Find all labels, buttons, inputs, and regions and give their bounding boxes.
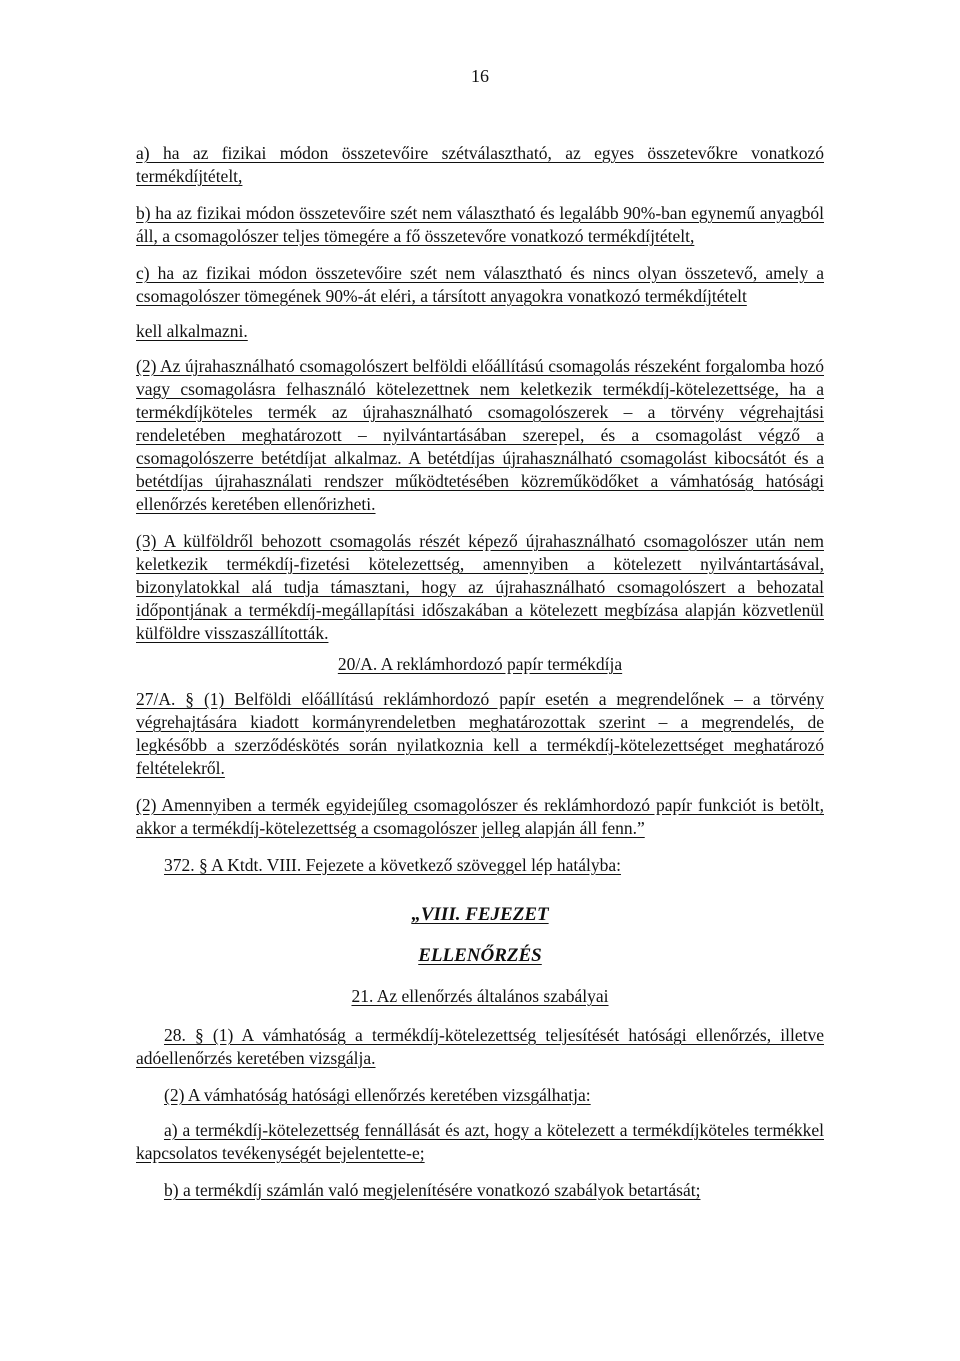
paragraph-b: b) ha az fizikai módon összetevőire szét nem választható és legalább 90%-ban egynemű anyagból áll, a csomagolószer teljes tömegére a fő összetevőre vonatkozó termékdíjtételt, [136, 203, 824, 246]
paragraph-28-2a: a) a termékdíj-kötelezettség fennállását és azt, hogy a kötelezett a termékdíjköteles termékkel kapcsolatos tevékenységét bejelentette-e; [136, 1120, 824, 1163]
paragraph-c: c) ha az fizikai módon összetevőire szét nem választható és nincs olyan összetevő, amely a csomagolószer tömegének 90%-át eléri, a társított anyagokra vonatkozó termékdíjtételt [136, 263, 824, 306]
paragraph-27a-1: 27/A. § (1) Belföldi előállítású reklámhordozó papír esetén a megrendelőnek – a törvény végrehajtására kiadott kormányrendeletben meghatározottak szerint – a megrendelés, de legkésőbb a szerződéskötés során nyilatkoznia kell a termékdíj-kötelezettséget meghatározó feltételekről. [136, 689, 824, 778]
chapter-title: ELLENŐRZÉS [418, 945, 542, 966]
paragraph-28-2b: b) a termékdíj számlán való megjelenítésére vonatkozó szabályok betartását; [164, 1180, 701, 1200]
paragraph-28-1: 28. § (1) A vámhatóság a termékdíj-kötelezettség teljesítését hatósági ellenőrzés, illetve adóellenőrzés keretében vizsgálja. [136, 1025, 824, 1068]
paragraph-372: 372. § A Ktdt. VIII. Fejezete a következő szöveggel lép hatályba: [164, 855, 621, 875]
paragraph-a: a) ha az fizikai módon összetevőire szétválasztható, az egyes összetevőkre vonatkozó termékdíjtételt, [136, 143, 824, 186]
page-number: 16 [471, 66, 489, 86]
paragraph-3: (3) A külföldről behozott csomagolás részét képező újrahasználható csomagolószer után nem keletkezik termékdíj-fizetési kötelezettség, amennyiben a kötelezett nyilvántartásával, bizonylatokkal alá tudja támasztani, hogy az újrahasználható csomagolószert a behozatal időpontjának a termékdíj-megállapítási időszakában a kötelezett megbízása alapján közvetlenül külföldre visszaszállították. [136, 531, 824, 643]
paragraph-2: (2) Az újrahasználható csomagolószert belföldi előállítású csomagolás részeként forgalomba hozó vagy csomagolásra felhasználó kötelezettnek nem keletkezik termékdíj-kötelezettsége, ha a termékdíjköteles termék az újrahasználható csomagolószerek – a törvény végrehajtási rendeletében meghatározott – nyilvántartásában szerepel, és a csomagolást végző a csomagolószerre betétdíjat alkalmaz. A betétdíjas újrahasználható csomagolást kibocsátót és a betétdíjas újrahasználati rendszer működtetésében közreműködőket a vámhatóság hatósági ellenőrzés keretében ellenőrizheti. [136, 356, 824, 514]
document-body [136, 142, 824, 1202]
section-heading-20a: 20/A. A reklámhordozó papír termékdíja [337, 654, 623, 674]
paragraph-27a-2: (2) Amennyiben a termék egyidejűleg csomagolószer és reklámhordozó papír funkciót is betölt, akkor a termékdíj-kötelezettség a csomagolószer jelleg alapján áll fenn.” [136, 795, 824, 838]
chapter-heading: „VIII. FEJEZET [411, 904, 549, 925]
paragraph-kell-alkalmazni: kell alkalmazni. [136, 321, 248, 341]
paragraph-28-2: (2) A vámhatóság hatósági ellenőrzés keretében vizsgálhatja: [164, 1085, 591, 1105]
section-heading-21: 21. Az ellenőrzés általános szabályai [351, 986, 609, 1006]
